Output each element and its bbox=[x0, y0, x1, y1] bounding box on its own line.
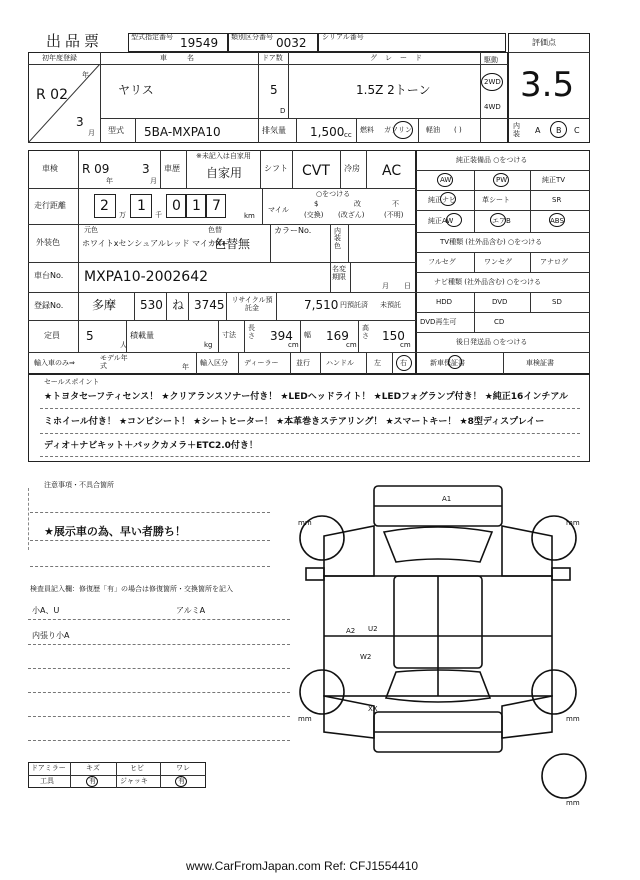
grade-label: グレード bbox=[370, 54, 430, 62]
mileage-digit-3: 0 bbox=[172, 198, 181, 214]
opt-leather: 革シート bbox=[482, 196, 510, 204]
opt-abs: ABS bbox=[550, 217, 564, 225]
displacement: 1,500 bbox=[310, 125, 345, 139]
first-reg-year-unit: 年 bbox=[82, 71, 89, 79]
length-label: 長さ bbox=[248, 324, 255, 340]
car-name-label: 車名 bbox=[160, 54, 214, 62]
color-label: 外装色 bbox=[36, 238, 60, 247]
model: 5BA-MXPA10 bbox=[144, 125, 221, 139]
fuel-gas-circle bbox=[393, 121, 413, 139]
height-unit: cm bbox=[400, 341, 411, 349]
name-change-month: 月 bbox=[382, 282, 389, 290]
inspector-line1-b: アルミA bbox=[176, 606, 206, 615]
tools-header-crack: ヒビ bbox=[130, 764, 144, 772]
first-reg-month-unit: 月 bbox=[88, 129, 95, 137]
interior-color-label: 内装色 bbox=[334, 227, 341, 250]
opt-pw-circle bbox=[493, 173, 509, 187]
reg-area: 多摩 bbox=[92, 298, 117, 312]
shift-label: シフト bbox=[264, 164, 288, 173]
color-change: 色替無 bbox=[214, 237, 251, 251]
drive-2wd-circle bbox=[481, 73, 503, 91]
fuel-other: ( ) bbox=[454, 126, 462, 134]
mileage-circle-note: ○をつける bbox=[316, 190, 351, 198]
tv-full: フルセグ bbox=[428, 258, 456, 266]
navi-sd: SD bbox=[552, 298, 562, 306]
category-value: 0032 bbox=[276, 36, 307, 50]
diagram-mark-a2: A2 bbox=[346, 627, 356, 635]
model-label: 型式 bbox=[108, 126, 124, 135]
handle-right: 右 bbox=[400, 359, 407, 367]
player-cd: CD bbox=[494, 318, 505, 326]
jack-value: 有 bbox=[178, 777, 185, 785]
recycle-suffix: 円預託済 bbox=[340, 301, 368, 309]
mileage-opt-exchange-note: (交換) bbox=[304, 211, 324, 219]
opt-airbag: エアB bbox=[492, 217, 511, 225]
navi-type-label: ナビ種類 (社外品含む) ○をつける bbox=[434, 278, 542, 286]
length: 394 bbox=[270, 329, 293, 343]
footer-ref: www.CarFromJapan.com Ref: CFJ1554410 bbox=[186, 859, 419, 873]
type-approval-label: 型式指定番号 bbox=[131, 33, 173, 41]
tire-unit-rr: mm bbox=[566, 715, 580, 723]
fuel-label: 燃料 bbox=[360, 126, 374, 134]
height: 150 bbox=[382, 329, 405, 343]
mileage-man: 万 bbox=[119, 211, 126, 219]
doors-suffix: D bbox=[280, 107, 286, 115]
mileage-opt-unknown: 不 bbox=[392, 200, 399, 208]
interior-grade-b: B bbox=[556, 126, 562, 135]
diagram-mark-a1: A1 bbox=[442, 495, 452, 503]
height-label: 高さ bbox=[362, 324, 369, 340]
mileage-opt-mile: マイル bbox=[268, 206, 289, 214]
reg-label: 登録No. bbox=[34, 301, 64, 310]
tire-unit-fl: mm bbox=[298, 519, 312, 527]
car-use-note: ※未記入は自家用 bbox=[196, 152, 251, 160]
inspection-value: R 09 bbox=[82, 162, 110, 176]
width: 169 bbox=[326, 329, 349, 343]
doors: 5 bbox=[270, 83, 278, 97]
car-use-label: 車歴 bbox=[164, 164, 180, 173]
inspector-label: 検査員記入欄：修復歴「有」の場合は修復箇所・交換箇所を記入 bbox=[30, 585, 233, 593]
opt-tv: 純正TV bbox=[542, 176, 566, 184]
chassis: MXPA10-2002642 bbox=[84, 269, 209, 285]
reg-kana: ね bbox=[172, 298, 185, 312]
tools-header-scratch: キズ bbox=[86, 764, 100, 772]
sales-points-label: セールスポイント bbox=[44, 378, 100, 386]
handle-left: 左 bbox=[374, 359, 381, 367]
displacement-label: 排気量 bbox=[262, 126, 286, 135]
category-label: 類別区分番号 bbox=[231, 33, 273, 41]
opt-genuine-aw: 純正AW bbox=[428, 217, 454, 225]
model-year-label: モデル年式 bbox=[100, 354, 128, 370]
opt-sr: SR bbox=[552, 196, 562, 204]
recycle-value: 7,510 bbox=[304, 298, 339, 312]
import-parallel: 並行 bbox=[296, 359, 310, 367]
reg-number: 3745 bbox=[194, 298, 225, 312]
tools-value: 有 bbox=[89, 777, 96, 785]
mileage-digit-4: 1 bbox=[192, 198, 201, 214]
interior-grade-a: A bbox=[535, 126, 541, 135]
mileage-unit: km bbox=[244, 212, 255, 220]
rating-value: 3.5 bbox=[520, 65, 575, 105]
mileage-opt-tampered-note: (改ざん) bbox=[338, 211, 365, 219]
color-no-label: カラーNo. bbox=[274, 226, 312, 235]
opt-genuine-aw-circle bbox=[446, 213, 462, 227]
doors-label: ドア数 bbox=[262, 54, 283, 62]
model-year-unit: 年 bbox=[182, 363, 189, 371]
import-type-label: 輸入区分 bbox=[200, 359, 228, 367]
opt-abs-circle bbox=[549, 213, 565, 227]
sales-line-2: ミホイール付き！ ★コンビシート！ ★シートヒーター！ ★本革巻きステアリング！ ★スマートキー！ ★8型ディスプレイー bbox=[44, 417, 545, 427]
inspection-year-unit: 年 bbox=[106, 177, 113, 185]
first-reg-month: 3 bbox=[76, 115, 84, 129]
tv-type-label: TV種類 (社外品含む) ○をつける bbox=[440, 238, 543, 246]
tv-one: ワンセグ bbox=[484, 258, 512, 266]
import-label: 輸入車のみ⇒ bbox=[34, 359, 75, 367]
drive-2wd: 2WD bbox=[484, 78, 501, 86]
serial-label: シリアル番号 bbox=[322, 33, 364, 41]
sales-line-1: ★トヨタセーフティセンス！ ★クリアランスソナー付き！ ★LEDヘッドライト！ ★LEDフォグランプ付き！ ★純正16インチアル bbox=[44, 392, 568, 402]
capacity-label: 定員 bbox=[44, 331, 60, 340]
navi-hdd: HDD bbox=[436, 298, 453, 306]
later-label: 後日発送品 ○をつける bbox=[456, 338, 528, 346]
tire-unit-spare: mm bbox=[566, 799, 580, 807]
opt-pw: PW bbox=[496, 176, 508, 184]
mileage-sen: 千 bbox=[155, 211, 162, 219]
notes-label: 注意事項・不具合箇所 bbox=[44, 481, 114, 489]
tv-analog: アナログ bbox=[540, 258, 568, 266]
tools-header-break: ワレ bbox=[176, 764, 190, 772]
diagram-mark-xx: XX bbox=[368, 705, 378, 713]
inspection-label: 車検 bbox=[42, 164, 58, 173]
diagram-mark-w2: W2 bbox=[360, 653, 372, 661]
grade: 1.5Z 2トーン bbox=[356, 83, 431, 97]
inspection-month-unit: 月 bbox=[150, 177, 157, 185]
import-dealer: ディーラー bbox=[244, 359, 279, 367]
diagram-mark-u2: U2 bbox=[368, 625, 378, 633]
drive-label: 駆動 bbox=[484, 56, 498, 64]
sales-line-3: ディオ＋ナビキット＋バックカメラ＋ETC2.0付き！ bbox=[44, 441, 258, 451]
tools-value-circle bbox=[86, 776, 98, 787]
mileage-opt-unknown-note: (不明) bbox=[384, 211, 404, 219]
jack-value-circle bbox=[175, 776, 187, 787]
dims-label: 寸法 bbox=[222, 331, 236, 339]
opt-aw: AW bbox=[440, 176, 452, 184]
type-approval-value: 19549 bbox=[180, 36, 219, 50]
first-reg-diagonal bbox=[28, 64, 100, 143]
interior-grade-b-circle bbox=[550, 121, 567, 138]
reg-class: 530 bbox=[140, 298, 163, 312]
shift: CVT bbox=[302, 163, 330, 179]
length-unit: cm bbox=[288, 341, 299, 349]
car-use: 自家用 bbox=[206, 166, 243, 180]
drive-4wd: 4WD bbox=[484, 103, 501, 111]
interior-label: 内装 bbox=[513, 122, 520, 138]
displacement-unit: cc bbox=[344, 131, 352, 139]
tools-header-mirror: ドアミラー bbox=[31, 764, 66, 772]
player-label: DVD再生可 bbox=[420, 318, 457, 326]
genuine-options-label: 純正装備品 ○をつける bbox=[456, 156, 528, 164]
load-unit: kg bbox=[204, 341, 213, 349]
recycle-label: リサイクル預託金 bbox=[231, 296, 273, 313]
navi-dvd: DVD bbox=[492, 298, 508, 306]
mileage-opt-tampered: 改 bbox=[354, 200, 361, 208]
later-warranty-circle bbox=[448, 355, 462, 369]
mileage-label: 走行距離 bbox=[34, 201, 66, 210]
mileage-digit-1: 2 bbox=[100, 198, 109, 214]
mileage-opt-exchange: $ bbox=[314, 200, 319, 208]
first-reg-era: R 02 bbox=[36, 87, 68, 103]
rating-label: 評価点 bbox=[532, 38, 556, 47]
width-unit: cm bbox=[346, 341, 357, 349]
name-change-label: 名変期限 bbox=[332, 265, 346, 281]
ac: AC bbox=[382, 163, 402, 179]
width-label: 幅 bbox=[304, 331, 311, 339]
capacity: 5 bbox=[86, 329, 94, 343]
fuel-diesel: 軽油 bbox=[426, 126, 440, 134]
later-warranty: 新車保証書 bbox=[430, 359, 465, 367]
recycle-unpaid: 未預託 bbox=[380, 301, 401, 309]
jack-label: ジャッキ bbox=[120, 777, 148, 785]
color-change-label: 色替 bbox=[208, 226, 222, 234]
inspector-line1-a: 小A、U bbox=[32, 606, 60, 615]
load-label: 積載量 bbox=[130, 331, 154, 340]
opt-navi: 純正ナビ bbox=[428, 196, 456, 204]
handle-label: ハンドル bbox=[326, 359, 354, 367]
notes-text: ★展示車の為、早い者勝ち！ bbox=[44, 525, 186, 538]
handle-right-circle bbox=[396, 355, 412, 371]
inspector-line2: 内張り小A bbox=[32, 631, 70, 640]
first-reg-label: 初年度登録 bbox=[42, 54, 77, 62]
opt-navi-circle bbox=[440, 192, 456, 206]
opt-aw-circle bbox=[437, 173, 453, 187]
tire-unit-fr: mm bbox=[566, 519, 580, 527]
fuel-gas: ガソリン bbox=[384, 126, 412, 134]
original-color: ホワイトxセンシュアルレッド マイカX+ bbox=[82, 239, 228, 248]
tire-unit-rl: mm bbox=[298, 715, 312, 723]
name-change-day: 日 bbox=[404, 282, 411, 290]
opt-airbag-circle bbox=[490, 213, 506, 227]
later-inspection: 車検証書 bbox=[526, 359, 554, 367]
mileage-digit-2: 1 bbox=[137, 198, 146, 214]
car-name: ヤリス bbox=[118, 83, 154, 97]
chassis-label: 車台No. bbox=[34, 271, 64, 280]
tools-label: 工具 bbox=[40, 777, 54, 785]
sheet-title: 出品票 bbox=[46, 32, 104, 50]
car-diagram bbox=[294, 476, 594, 816]
interior-grade-c: C bbox=[574, 126, 580, 135]
capacity-unit: 人 bbox=[120, 341, 127, 349]
inspection-month: 3 bbox=[142, 162, 150, 176]
mileage-digit-5: 7 bbox=[212, 198, 221, 214]
ac-label: 冷房 bbox=[344, 164, 360, 173]
original-color-label: 元色 bbox=[84, 226, 98, 234]
